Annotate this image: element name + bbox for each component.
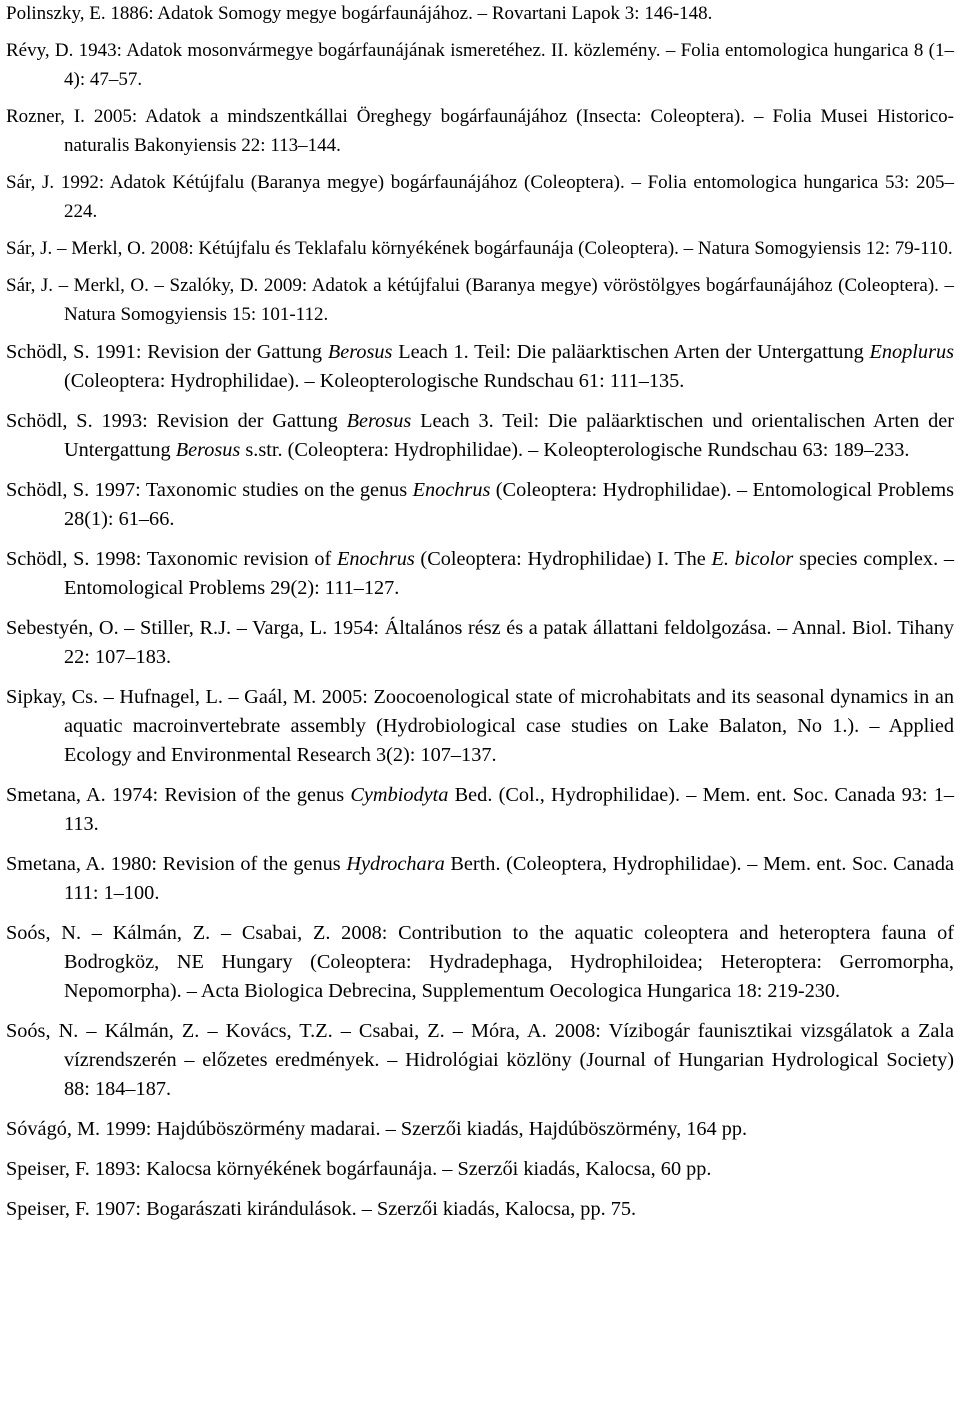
genus-name: Berosus (327, 341, 393, 363)
reference-text: Soós, N. – Kálmán, Z. – Kovács, T.Z. – Csabai, Z. – Móra, A. 2008: Vízibogár faunisztikai vizsgálatok a Zala vízrendszerén – előzetes eredmények. – Hidrológiai közlöny (Journal of Hungarian Hydrological Society) 88: 184–187. (6, 1020, 954, 1100)
reference-text: species complex. – Entomological Problems 29(2): 111–127. (64, 548, 954, 599)
reference-entry (6, 168, 954, 226)
reference-entry (6, 1155, 954, 1184)
reference-list (6, 0, 954, 1224)
reference-text: Révy, D. 1943: Adatok mosonvármegye bogárfaunájának ismeretéhez. II. közlemény. – Folia entomologica hungarica 8 (1–4): 47–57. (6, 40, 954, 90)
reference-text: (Coleoptera: Hydrophilidae). – Entomological Problems 28(1): 61–66. (64, 479, 954, 530)
reference-entry (6, 36, 954, 94)
subgenus-name: Berosus (175, 439, 241, 461)
reference-text: Smetana, A. 1974: Revision of the genus (6, 784, 351, 806)
genus-name: Cymbiodyta (350, 784, 449, 806)
reference-text: Smetana, A. 1980: Revision of the genus (6, 853, 347, 875)
reference-text: Leach 3. Teil: Die paläarktischen und orientalischen Arten der Untergattung (64, 410, 954, 461)
reference-text: Speiser, F. 1907: Bogarászati kirándulások. – Szerzői kiadás, Kalocsa, pp. 75. (6, 1198, 637, 1220)
reference-entry (6, 271, 954, 329)
reference-text: Schödl, S. 1993: Revision der Gattung (6, 410, 347, 432)
reference-entry (6, 338, 954, 396)
reference-entry (6, 1017, 954, 1104)
reference-entry (6, 614, 954, 672)
genus-name: Hydrochara (346, 853, 445, 875)
reference-entry (6, 850, 954, 908)
reference-text: (Coleoptera: Hydrophilidae). – Koleopterologische Rundschau 61: 111–135. (64, 370, 685, 392)
reference-entry (6, 781, 954, 839)
reference-entry (6, 476, 954, 534)
reference-text: Sóvágó, M. 1999: Hajdúböszörmény madarai. – Szerzői kiadás, Hajdúböszörmény, 164 pp. (6, 1118, 748, 1140)
reference-entry (6, 0, 954, 28)
reference-entry (6, 234, 954, 263)
reference-text: Rozner, I. 2005: Adatok a mindszentkállai Öreghegy bogárfaunájához (Insecta: Coleoptera). – Folia Musei Historico-naturalis Bakonyiensis 22: 113–144. (6, 106, 954, 156)
reference-entry (6, 545, 954, 603)
reference-entry (6, 102, 954, 160)
reference-text: Schödl, S. 1997: Taxonomic studies on the genus (6, 479, 413, 501)
reference-text: Sipkay, Cs. – Hufnagel, L. – Gaál, M. 2005: Zoocoenological state of microhabitats and its seasonal dynamics in an aquatic macroinvertebrate assembly (Hydrobiological case studies on Lake Balaton, No 1.). – Applied Ecology and Environmental Research 3(2): 107–137. (6, 686, 954, 766)
reference-entry (6, 407, 954, 465)
reference-text: Speiser, F. 1893: Kalocsa környékének bogárfaunája. – Szerzői kiadás, Kalocsa, 60 pp. (6, 1158, 712, 1180)
genus-name: Enochrus (336, 548, 415, 570)
reference-text: Berth. (Coleoptera, Hydrophilidae). – Mem. ent. Soc. Canada 111: 1–100. (64, 853, 954, 904)
reference-text: Soós, N. – Kálmán, Z. – Csabai, Z. 2008: Contribution to the aquatic coleoptera and heteroptera fauna of Bodrogköz, NE Hungary (Coleoptera: Hydradephaga, Hydrophiloidea; Heteroptera: Gerromorpha, Nepomorpha). – Acta Biologica Debrecina, Supplementum Oecologica Hungarica 18: 219-230. (6, 922, 954, 1002)
reference-text: Sár, J. – Merkl, O. 2008: Kétújfalu és Teklafalu környékének bogárfaunája (Coleoptera). – Natura Somogyiensis 12: 79-110. (6, 238, 953, 259)
reference-text: Sár, J. 1992: Adatok Kétújfalu (Baranya megye) bogárfaunájához (Coleoptera). – Folia entomologica hungarica 53: 205–224. (6, 172, 954, 222)
reference-text: Sár, J. – Merkl, O. – Szalóky, D. 2009: Adatok a kétújfalui (Baranya megye) vöröstölgyes bogárfaunájához (Coleoptera). – Natura Somogyiensis 15: 101-112. (6, 275, 954, 325)
reference-entry (6, 1195, 954, 1224)
reference-entry (6, 919, 954, 1006)
reference-entry (6, 1115, 954, 1144)
reference-text: s.str. (Coleoptera: Hydrophilidae). – Koleopterologische Rundschau 63: 189–233. (240, 439, 910, 461)
genus-name: Berosus (346, 410, 412, 432)
reference-text: Sebestyén, O. – Stiller, R.J. – Varga, L. 1954: Általános rész és a patak állattani feldolgozása. – Annal. Biol. Tihany 22: 107–183. (6, 617, 954, 668)
reference-text: (Coleoptera: Hydrophilidae) I. The (414, 548, 712, 570)
reference-text: Bed. (Col., Hydrophilidae). – Mem. ent. Soc. Canada 93: 1–113. (64, 784, 954, 835)
reference-text: Schödl, S. 1991: Revision der Gattung (6, 341, 328, 363)
species-name: E. bicolor (711, 548, 794, 570)
subgenus-name: Enoplurus (869, 341, 954, 363)
reference-entry (6, 683, 954, 770)
genus-name: Enochrus (412, 479, 491, 501)
reference-text: Schödl, S. 1998: Taxonomic revision of (6, 548, 337, 570)
reference-text: Leach 1. Teil: Die paläarktischen Arten der Untergattung (392, 341, 870, 363)
reference-text: Polinszky, E. 1886: Adatok Somogy megye bogárfaunájához. – Rovartani Lapok 3: 146-148. (6, 3, 713, 24)
